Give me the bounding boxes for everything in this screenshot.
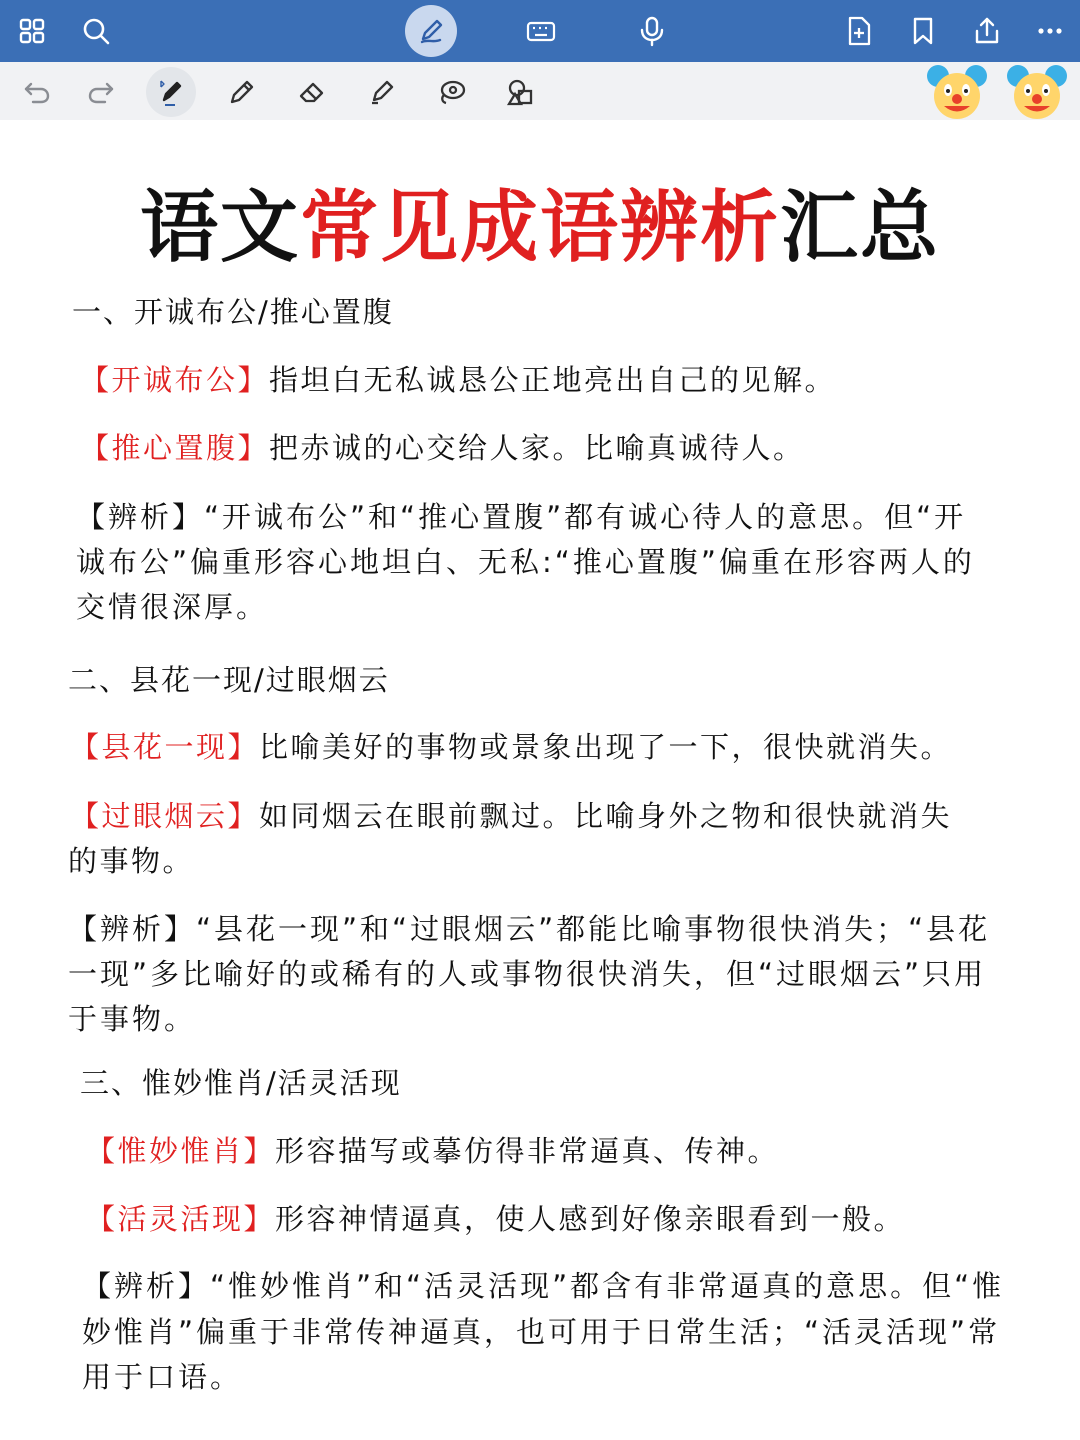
keyboard-icon[interactable]	[517, 7, 565, 55]
analysis-line: 【辨析】“惟妙惟肖”和“活灵活现”都含有非常逼真的意思。但“惟	[82, 1269, 1005, 1303]
more-icon[interactable]	[1026, 7, 1074, 55]
document-title	[0, 178, 1080, 278]
analysis-line: 于事物。	[68, 1002, 197, 1036]
undo-icon[interactable]	[16, 71, 58, 113]
section-heading: 二、县花一现/过眼烟云	[68, 663, 390, 697]
search-icon[interactable]	[72, 7, 120, 55]
pen-tools-bar	[0, 62, 1080, 120]
idiom-term: 【开诚布公】	[80, 363, 270, 397]
definition-line	[86, 1128, 1046, 1174]
analysis-line: 用于口语。	[82, 1360, 243, 1394]
title-highlight: 常见成语辨析	[299, 183, 780, 273]
shapes-icon[interactable]	[500, 71, 542, 113]
highlighter-icon[interactable]	[361, 71, 403, 113]
microphone-icon[interactable]	[628, 7, 676, 55]
top-toolbar	[0, 0, 1080, 62]
analysis-line: 妙惟肖”偏重于非常传神逼真，也可用于日常生活；“活灵活现”常	[82, 1315, 1001, 1349]
definition-continuation: 的事物。	[68, 844, 195, 878]
definition-line	[70, 724, 1030, 770]
idiom-term: 【县花一现】	[70, 730, 260, 764]
section-heading: 三、惟妙惟肖/活灵活现	[80, 1066, 402, 1100]
analysis-line: 一现”多比喻好的或稀有的人或事物很快消失，但“过眼烟云”只用	[68, 957, 987, 991]
clown-sticker	[924, 62, 990, 124]
definition-line	[70, 793, 1030, 839]
clown-sticker	[1004, 62, 1070, 124]
title-part: 汇总	[780, 183, 941, 273]
idiom-term: 【活灵活现】	[86, 1202, 276, 1236]
redo-icon[interactable]	[80, 71, 122, 113]
grid-icon[interactable]	[8, 7, 56, 55]
idiom-term: 【过眼烟云】	[70, 799, 260, 833]
analysis-line: 交情很深厚。	[76, 590, 269, 624]
eraser-icon[interactable]	[291, 71, 333, 113]
section-heading: 一、开诚布公/推心置腹	[72, 295, 394, 329]
pencil-icon[interactable]	[221, 71, 263, 113]
definition-line	[86, 1196, 1046, 1242]
bluetooth-pen-icon[interactable]	[146, 67, 196, 117]
pen-mode-icon[interactable]	[405, 5, 457, 57]
definition-line	[80, 425, 1040, 471]
idiom-term: 【推心置腹】	[80, 431, 270, 465]
idiom-definition: 指坦白无私诚恳公正地亮出自己的见解。	[269, 363, 837, 397]
idiom-term: 【惟妙惟肖】	[86, 1134, 276, 1168]
idiom-definition: 把赤诚的心交给人家。比喻真诚待人。	[269, 431, 805, 465]
bookmark-icon[interactable]	[899, 7, 947, 55]
share-icon[interactable]	[963, 7, 1011, 55]
analysis-line: 【辨析】“开诚布公”和“推心置腹”都有诚心待人的意思。但“开	[76, 500, 967, 534]
idiom-definition: 形容神情逼真，使人感到好像亲眼看到一般。	[275, 1202, 906, 1236]
analysis-line: 【辨析】“县花一现”和“过眼烟云”都能比喻事物很快消失；“县花	[68, 912, 991, 946]
idiom-definition: 比喻美好的事物或景象出现了一下，很快就消失。	[259, 730, 953, 764]
definition-line	[80, 357, 1040, 403]
idiom-definition: 形容描写或摹仿得非常逼真、传神。	[275, 1134, 780, 1168]
title-part: 语文	[139, 183, 300, 273]
lasso-icon[interactable]	[431, 71, 473, 113]
idiom-definition: 如同烟云在眼前飘过。比喻身外之物和很快就消失	[259, 799, 953, 833]
analysis-line: 诚布公”偏重形容心地坦白、无私:“推心置腹”偏重在形容两人的	[76, 545, 975, 579]
add-page-icon[interactable]	[835, 7, 883, 55]
